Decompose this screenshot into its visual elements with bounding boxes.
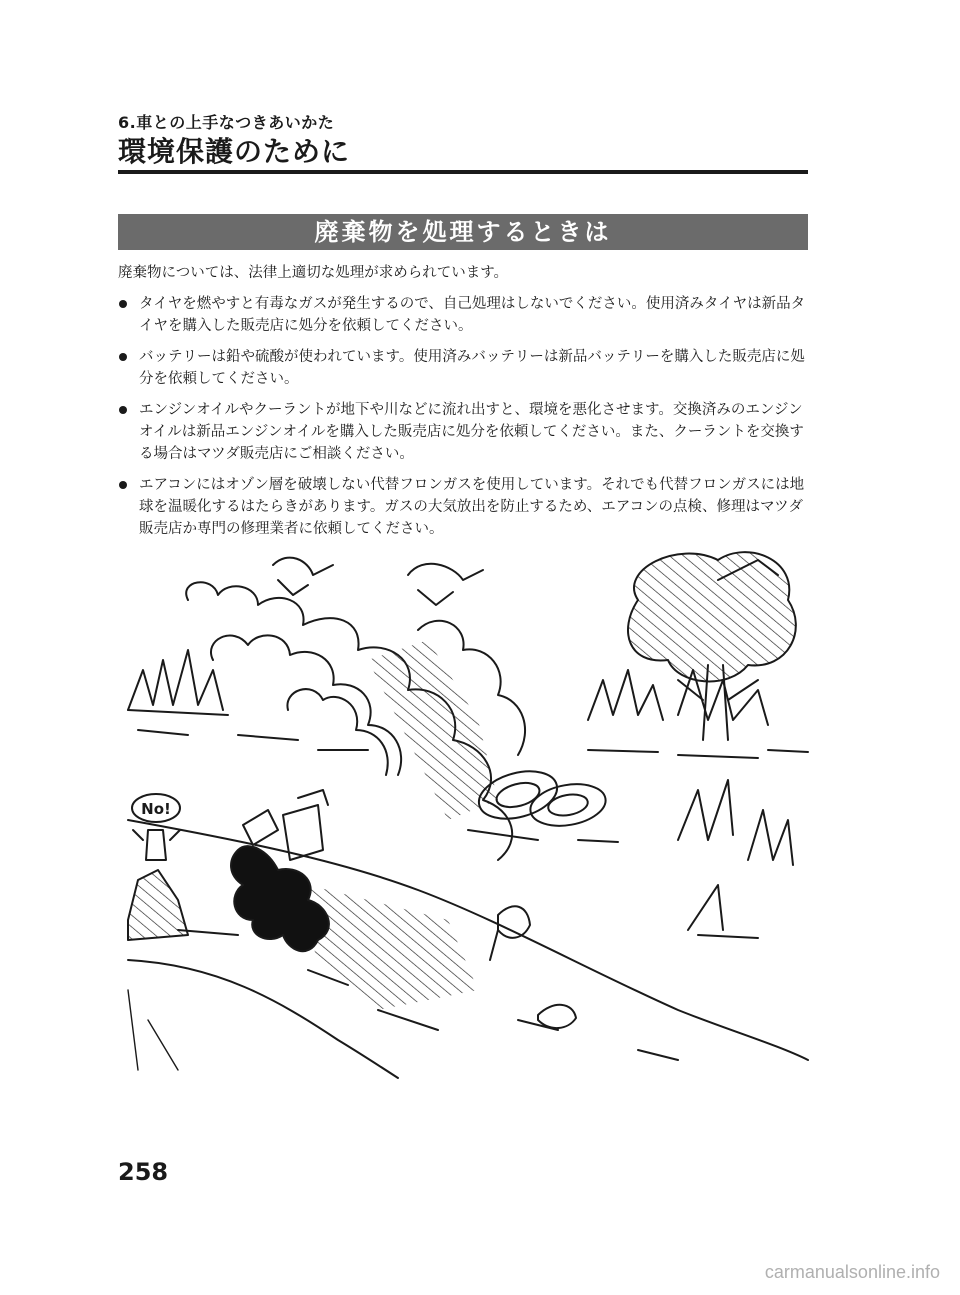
watermark: carmanualsonline.info: [764, 1262, 940, 1282]
bush-left: [128, 650, 223, 710]
bullet-icon: [119, 353, 127, 361]
oil-container: [283, 790, 328, 860]
bullet-text: バッテリーは鉛や硫酸が使われています。使用済みバッテリーは新品バッテリーを購入した販売店に処分を依頼してください。: [139, 349, 805, 387]
intro-paragraph: 廃棄物については、法律上適切な処理が求められています。: [118, 265, 509, 281]
river-bank-upper: [128, 820, 808, 1060]
bird-right: [408, 564, 483, 605]
bullet-item-engine-oil: [118, 399, 810, 465]
body-text: [118, 262, 810, 549]
title-underline: [118, 170, 808, 174]
bullet-list: [118, 293, 810, 540]
bullet-text: エンジンオイルやクーラントが地下や川などに流れ出すと、環境を悪化させます。交換済みのエンジンオイルは新品エンジンオイルを購入した販売店に処分を依頼してください。また、クーラントを交換する場合はマツダ販売店にご相談ください。: [139, 402, 804, 462]
bird-left: [273, 558, 333, 595]
bullet-text: エアコンにはオゾン層を破壊しない代替フロンガスを使用しています。それでも代替フロンガスには地球を温暖化するはたらきがあります。ガスの大気放出を防止するため、エアコンの点検、修理はマツダ販売店か専門の修理業者に依頼してください。: [139, 477, 805, 537]
grass-right: [678, 780, 793, 865]
rock-left: [128, 870, 188, 940]
bullet-icon: [119, 481, 127, 489]
fish-bottom: [538, 1005, 576, 1028]
sign-character: [133, 830, 180, 860]
no-sign-text: No!: [141, 800, 171, 818]
bullet-item-tires: [118, 293, 810, 337]
bullet-item-battery: [118, 346, 810, 390]
bullet-text: タイヤを燃やすと有毒なガスが発生するので、自己処理はしないでください。使用済みタイヤは新品タイヤを購入した販売店に処分を依頼してください。: [139, 296, 806, 334]
bullet-item-aircon: [118, 474, 810, 540]
bullet-icon: [119, 300, 127, 308]
bush-right: [588, 670, 768, 725]
chapter-heading: 6.車との上手なつきあいかた: [118, 113, 335, 132]
page-number: 258: [118, 1158, 169, 1186]
oil-can: [243, 810, 278, 845]
section-banner: 廃棄物を処理するときは: [118, 214, 808, 250]
bullet-icon: [119, 406, 127, 414]
river-surface-hatch: [288, 880, 478, 1010]
pollution-illustration: [118, 540, 810, 1080]
tree-canopy: [628, 552, 796, 681]
fish: [490, 906, 530, 960]
section-title: 環境保護のために: [118, 135, 351, 168]
